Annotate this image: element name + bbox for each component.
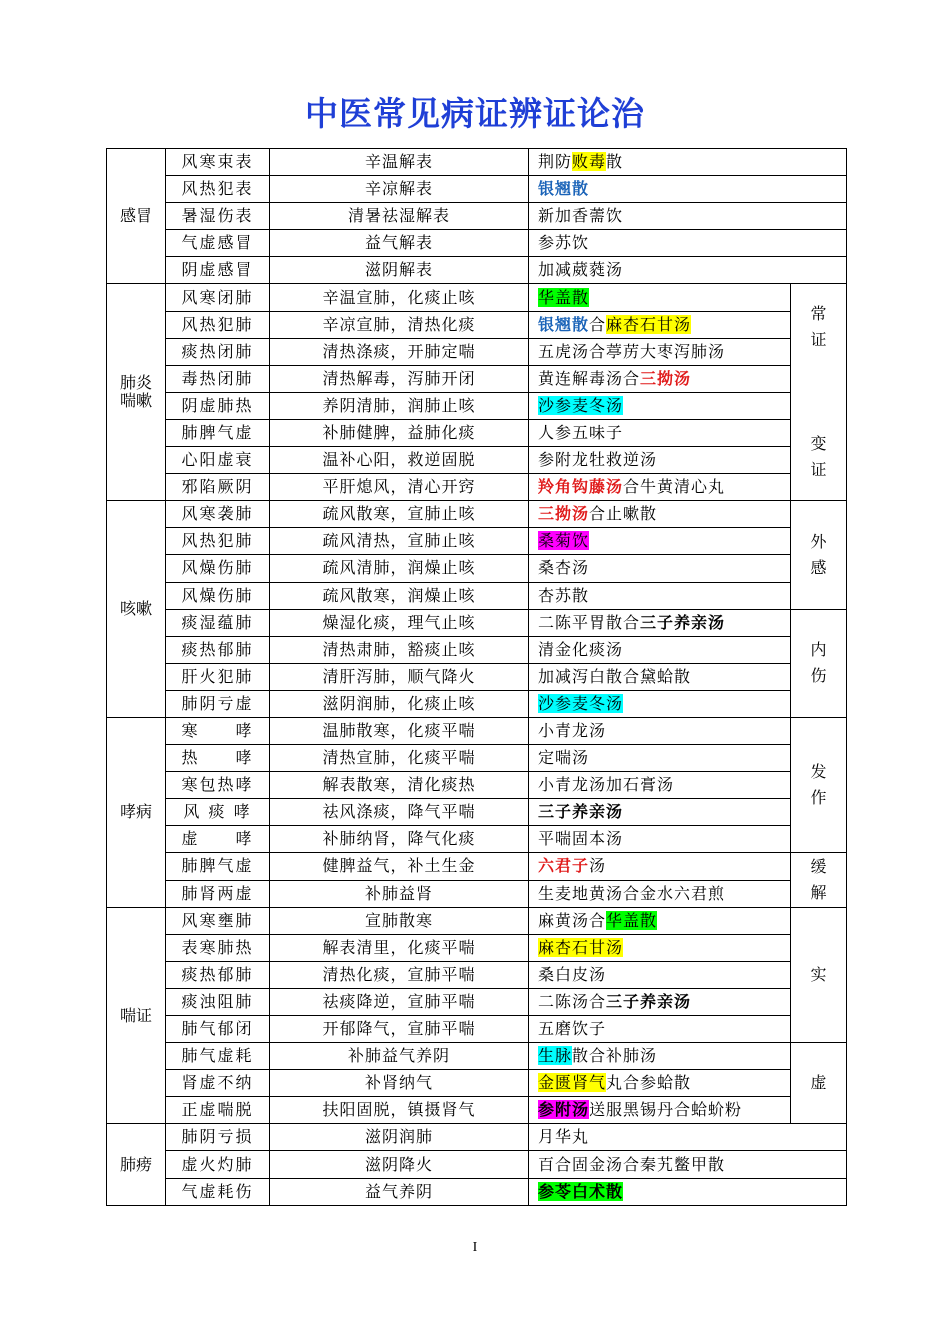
treatment-principle-cell: 滋阴润肺	[270, 1124, 529, 1151]
prescription-segment: 参苓白术散	[538, 1181, 624, 1201]
disease-name: 感冒	[107, 149, 166, 284]
syndrome-cell: 阴虚肺热	[166, 392, 270, 419]
prescription-cell	[529, 311, 791, 338]
table-row	[107, 772, 847, 799]
prescription-segment: 三子养亲汤	[538, 802, 624, 822]
syndrome-cell: 风燥伤肺	[166, 555, 270, 582]
prescription-segment: 参附龙牡救逆汤	[538, 450, 658, 470]
category-note	[791, 609, 847, 717]
category-note	[791, 853, 847, 907]
table-row	[107, 501, 847, 528]
prescription-segment: 丸合参蛤散	[606, 1073, 692, 1093]
syndrome-cell: 风寒闭肺	[166, 284, 270, 311]
prescription-segment: 五磨饮子	[538, 1019, 607, 1039]
category-note-char	[791, 379, 846, 405]
prescription-cell	[529, 745, 791, 772]
prescription-cell	[529, 338, 791, 365]
disease-name-line: 肺炎	[119, 373, 152, 393]
syndrome-cell: 痰热郁肺	[166, 961, 270, 988]
prescription-segment: 金匮肾气	[538, 1073, 607, 1093]
syndrome-cell: 暑湿伤表	[166, 203, 270, 230]
prescription-segment: 生脉	[538, 1046, 573, 1066]
category-note-char: 虚	[810, 1073, 827, 1093]
prescription-segment: 小青龙汤	[538, 721, 607, 741]
table-row	[107, 338, 847, 365]
prescription-segment: 六君子	[538, 856, 590, 876]
syndrome-cell: 阴虚感冒	[166, 257, 270, 284]
treatment-principle-cell: 疏风清肺，润燥止咳	[270, 555, 529, 582]
prescription-segment: 三子养亲汤	[606, 991, 692, 1011]
table-row	[107, 474, 847, 501]
treatment-principle-cell: 开郁降气，宣肺平喘	[270, 1016, 529, 1043]
prescription-cell	[529, 772, 791, 799]
category-note-char: 外	[810, 531, 827, 551]
prescription-segment: 参附汤	[538, 1100, 590, 1120]
table-row	[107, 690, 847, 717]
syndrome-cell: 肺脾气虚	[166, 419, 270, 446]
syndrome-cell: 肝火犯肺	[166, 663, 270, 690]
disease-name: 哮病	[107, 717, 166, 907]
treatment-principle-cell: 疏风散寒，润燥止咳	[270, 582, 529, 609]
treatment-principle-cell: 解表清里，化痰平喘	[270, 934, 529, 961]
prescription-segment: 小青龙汤加石膏汤	[538, 775, 675, 795]
prescription-segment: 清金化痰汤	[538, 639, 624, 659]
prescription-segment: 麻杏石甘汤	[606, 314, 692, 334]
table-row	[107, 745, 847, 772]
treatment-principle-cell: 燥湿化痰，理气止咳	[270, 609, 529, 636]
category-note-char: 证	[810, 460, 827, 480]
syndrome-cell: 肺气郁闭	[166, 1016, 270, 1043]
syndrome-cell: 风寒束表	[166, 149, 270, 176]
syndrome-cell: 虚火灼肺	[166, 1151, 270, 1178]
table-row	[107, 609, 847, 636]
table-row	[107, 663, 847, 690]
prescription-cell	[529, 663, 791, 690]
prescription-segment: 加减葳蕤汤	[538, 260, 624, 280]
prescription-segment: 银翘散	[538, 179, 590, 199]
syndrome-cell: 风 痰 哮	[166, 799, 270, 826]
prescription-cell	[529, 1097, 791, 1124]
treatment-principle-cell: 宣肺散寒	[270, 907, 529, 934]
syndrome-cell: 邪陷厥阴	[166, 474, 270, 501]
table-row	[107, 1178, 847, 1205]
page-title: 中医常见病证辨证论治	[305, 94, 645, 133]
syndrome-cell: 风燥伤肺	[166, 582, 270, 609]
table-row	[107, 826, 847, 853]
prescription-cell	[529, 853, 791, 880]
prescription-segment: 散	[606, 152, 624, 172]
table-row	[107, 447, 847, 474]
disease-name: 喘证	[107, 907, 166, 1124]
prescription-segment: 败毒	[572, 152, 607, 172]
prescription-segment: 华盖散	[538, 287, 590, 307]
prescription-segment: 麻杏石甘汤	[538, 937, 624, 957]
prescription-cell	[529, 230, 847, 257]
table-row	[107, 203, 847, 230]
syndrome-cell: 风热犯肺	[166, 311, 270, 338]
category-note-char	[791, 353, 846, 379]
table-row	[107, 1151, 847, 1178]
prescription-cell	[529, 392, 791, 419]
treatment-principle-cell: 益气解表	[270, 230, 529, 257]
category-note-char: 证	[810, 330, 827, 350]
category-note	[791, 717, 847, 852]
page-number: I	[472, 1240, 478, 1255]
treatment-principle-cell: 清热化痰，宣肺平喘	[270, 961, 529, 988]
treatment-principle-cell: 清热肃肺，豁痰止咳	[270, 636, 529, 663]
treatment-principle-cell: 疏风清热，宣肺止咳	[270, 528, 529, 555]
prescription-cell	[529, 528, 791, 555]
treatment-principle-cell: 滋阴润肺，化痰止咳	[270, 690, 529, 717]
prescription-cell	[529, 988, 791, 1015]
prescription-cell	[529, 636, 791, 663]
prescription-segment: 月华丸	[538, 1127, 590, 1147]
table-row	[107, 176, 847, 203]
prescription-cell	[529, 149, 847, 176]
category-note	[791, 284, 847, 501]
prescription-segment: 麻黄汤合	[538, 910, 607, 930]
treatment-principle-cell: 滋阴降火	[270, 1151, 529, 1178]
treatment-principle-cell: 疏风散寒，宣肺止咳	[270, 501, 529, 528]
prescription-cell	[529, 582, 791, 609]
prescription-segment: 三子养亲汤	[640, 612, 726, 632]
treatment-principle-cell: 补肺益气养阴	[270, 1043, 529, 1070]
syndrome-cell: 热 哮	[166, 745, 270, 772]
category-note	[791, 1043, 847, 1124]
prescription-cell	[529, 474, 791, 501]
table-row	[107, 365, 847, 392]
disease-name-line: 喘嗽	[119, 391, 152, 411]
table-row	[107, 230, 847, 257]
treatment-principle-cell: 清热解毒，泻肺开闭	[270, 365, 529, 392]
table-row	[107, 149, 847, 176]
prescription-segment: 合止嗽散	[589, 504, 658, 524]
treatment-principle-cell: 祛风涤痰，降气平喘	[270, 799, 529, 826]
treatment-principle-cell: 辛温解表	[270, 149, 529, 176]
treatment-principle-cell: 补肺益肾	[270, 880, 529, 907]
disease-name: 肺痨	[107, 1124, 166, 1205]
prescription-segment: 桑菊饮	[538, 531, 590, 551]
treatment-principle-cell: 扶阳固脱，镇摄肾气	[270, 1097, 529, 1124]
category-note-char: 感	[810, 557, 827, 577]
prescription-cell	[529, 501, 791, 528]
category-note-char	[791, 405, 846, 431]
treatment-principle-cell: 益气养阴	[270, 1178, 529, 1205]
prescription-cell	[529, 799, 791, 826]
category-note-char: 内	[810, 640, 827, 660]
table-row	[107, 257, 847, 284]
table-row	[107, 528, 847, 555]
prescription-segment: 生麦地黄汤合金水六君煎	[538, 883, 726, 903]
syndrome-cell: 风热犯表	[166, 176, 270, 203]
syndrome-cell: 表寒肺热	[166, 934, 270, 961]
table-row	[107, 311, 847, 338]
treatment-principle-cell: 补肺纳肾，降气化痰	[270, 826, 529, 853]
table-row	[107, 853, 847, 880]
prescription-segment: 合牛黄清心丸	[623, 477, 726, 497]
prescription-cell	[529, 555, 791, 582]
treatment-principle-cell: 滋阴解表	[270, 257, 529, 284]
prescription-cell	[529, 907, 791, 934]
prescription-cell	[529, 961, 791, 988]
prescription-segment: 定喘汤	[538, 748, 590, 768]
table-row	[107, 1016, 847, 1043]
prescription-segment: 合	[589, 314, 607, 334]
treatment-principle-cell: 温肺散寒，化痰平喘	[270, 717, 529, 744]
prescription-segment: 二陈汤合	[538, 991, 607, 1011]
prescription-cell	[529, 880, 791, 907]
category-note	[791, 501, 847, 609]
syndrome-cell: 肺脾气虚	[166, 853, 270, 880]
table-row	[107, 1124, 847, 1151]
treatment-principle-cell: 补肺健脾，益肺化痰	[270, 419, 529, 446]
syndrome-cell: 肾虚不纳	[166, 1070, 270, 1097]
treatment-principle-cell: 平肝熄风，清心开窍	[270, 474, 529, 501]
syndrome-cell: 肺肾两虚	[166, 880, 270, 907]
prescription-segment: 三拗汤	[640, 368, 692, 388]
prescription-segment: 桑杏汤	[538, 558, 590, 578]
prescription-segment: 新加香薷饮	[538, 206, 624, 226]
category-note-char: 解	[810, 883, 827, 903]
table-row	[107, 717, 847, 744]
category-note-char: 发	[810, 762, 827, 782]
table-row	[107, 1097, 847, 1124]
disease-name: 咳嗽	[107, 501, 166, 718]
table-row	[107, 636, 847, 663]
treatment-principle-cell: 养阴清肺，润肺止咳	[270, 392, 529, 419]
table-row	[107, 961, 847, 988]
syndrome-cell: 风热犯肺	[166, 528, 270, 555]
syndrome-cell: 肺阴亏损	[166, 1124, 270, 1151]
prescription-segment: 沙参麦冬汤	[538, 395, 624, 415]
syndrome-cell: 毒热闭肺	[166, 365, 270, 392]
syndrome-cell: 痰热郁肺	[166, 636, 270, 663]
syndrome-cell: 气虚耗伤	[166, 1178, 270, 1205]
prescription-segment: 二陈平胃散合	[538, 612, 641, 632]
prescription-segment: 人参五味子	[538, 422, 624, 442]
disease-name	[107, 284, 166, 501]
syndrome-cell: 风寒壅肺	[166, 907, 270, 934]
table-row	[107, 555, 847, 582]
syndrome-cell: 痰热闭肺	[166, 338, 270, 365]
prescription-cell	[529, 284, 791, 311]
category-note-char: 常	[810, 304, 827, 324]
syndrome-cell: 痰湿蕴肺	[166, 609, 270, 636]
prescription-segment: 羚角钩藤汤	[538, 477, 624, 497]
prescription-segment: 荆防	[538, 152, 573, 172]
syndrome-cell: 寒 哮	[166, 717, 270, 744]
syndrome-cell: 肺阴亏虚	[166, 690, 270, 717]
table-row	[107, 934, 847, 961]
category-note-char: 缓	[810, 857, 827, 877]
prescription-segment: 散合补肺汤	[572, 1046, 658, 1066]
treatment-principle-cell: 解表散寒，清化痰热	[270, 772, 529, 799]
prescription-segment: 桑白皮汤	[538, 964, 607, 984]
prescription-cell	[529, 365, 791, 392]
table-row	[107, 907, 847, 934]
prescription-segment: 汤	[589, 856, 607, 876]
table-row	[107, 1070, 847, 1097]
prescription-segment: 参苏饮	[538, 233, 590, 253]
syndrome-cell: 痰浊阻肺	[166, 988, 270, 1015]
treatment-principle-cell: 健脾益气，补土生金	[270, 853, 529, 880]
syndrome-cell: 心阳虚衰	[166, 447, 270, 474]
prescription-cell	[529, 609, 791, 636]
treatment-principle-cell: 清肝泻肺，顺气降火	[270, 663, 529, 690]
table-row	[107, 582, 847, 609]
prescription-segment: 华盖散	[606, 910, 658, 930]
treatment-principle-cell: 清热宣肺，化痰平喘	[270, 745, 529, 772]
prescription-cell	[529, 257, 847, 284]
syndrome-table	[106, 148, 847, 1206]
syndrome-cell: 气虚感冒	[166, 230, 270, 257]
table-row	[107, 1043, 847, 1070]
table-row	[107, 419, 847, 446]
treatment-principle-cell: 辛凉宣肺，清热化痰	[270, 311, 529, 338]
table-row	[107, 988, 847, 1015]
syndrome-cell: 虚 哮	[166, 826, 270, 853]
category-note-char: 变	[810, 434, 827, 454]
prescription-segment: 加减泻白散合黛蛤散	[538, 666, 692, 686]
treatment-principle-cell: 温补心阳，救逆固脱	[270, 447, 529, 474]
category-note-char: 伤	[810, 666, 827, 686]
treatment-principle-cell: 清暑祛湿解表	[270, 203, 529, 230]
prescription-segment: 平喘固本汤	[538, 829, 624, 849]
prescription-cell	[529, 176, 847, 203]
prescription-segment: 银翘散	[538, 314, 590, 334]
prescription-segment: 送服黑锡丹合蛤蚧粉	[589, 1100, 743, 1120]
prescription-cell	[529, 826, 791, 853]
table-row	[107, 799, 847, 826]
prescription-cell	[529, 203, 847, 230]
syndrome-cell: 肺气虚耗	[166, 1043, 270, 1070]
prescription-cell	[529, 1016, 791, 1043]
treatment-principle-cell: 补肾纳气	[270, 1070, 529, 1097]
syndrome-cell: 风寒袭肺	[166, 501, 270, 528]
treatment-principle-cell: 清热涤痰，开肺定喘	[270, 338, 529, 365]
treatment-principle-cell: 辛温宣肺，化痰止咳	[270, 284, 529, 311]
category-note-char: 实	[810, 964, 827, 984]
treatment-principle-cell: 辛凉解表	[270, 176, 529, 203]
prescription-cell	[529, 1151, 847, 1178]
prescription-segment: 五虎汤合葶苈大枣泻肺汤	[538, 341, 726, 361]
table-row	[107, 392, 847, 419]
prescription-cell	[529, 1178, 847, 1205]
prescription-cell	[529, 1043, 791, 1070]
prescription-cell	[529, 447, 791, 474]
prescription-segment: 百合固金汤合秦艽鳖甲散	[538, 1154, 726, 1174]
prescription-segment: 沙参麦冬汤	[538, 693, 624, 713]
prescription-cell	[529, 419, 791, 446]
category-note	[791, 907, 847, 1042]
prescription-cell	[529, 1124, 847, 1151]
prescription-cell	[529, 690, 791, 717]
prescription-segment: 三拗汤	[538, 504, 590, 524]
prescription-cell	[529, 717, 791, 744]
syndrome-cell: 寒包热哮	[166, 772, 270, 799]
category-note-char: 作	[810, 788, 827, 808]
syndrome-cell: 正虚喘脱	[166, 1097, 270, 1124]
prescription-cell	[529, 1070, 791, 1097]
table-row	[107, 284, 847, 311]
prescription-segment: 杏苏散	[538, 585, 590, 605]
treatment-principle-cell: 祛痰降逆，宣肺平喘	[270, 988, 529, 1015]
prescription-cell	[529, 934, 791, 961]
prescription-segment: 黄连解毒汤合	[538, 368, 641, 388]
table-row	[107, 880, 847, 907]
